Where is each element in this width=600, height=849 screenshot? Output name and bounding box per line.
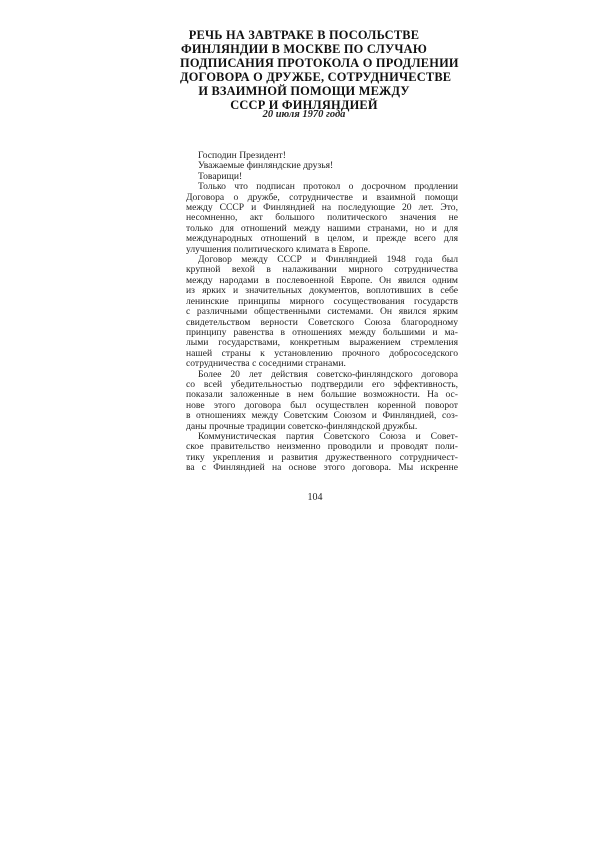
title-line: ПОДПИСАНИЯ ПРОТОКОЛА О ПРОДЛЕНИИ	[180, 56, 459, 70]
text-line: крупной вехой в налаживании мирного сотрудничества	[186, 264, 458, 276]
text-line: сотрудничества с соседними странами.	[186, 358, 346, 370]
page-number: 104	[307, 492, 323, 503]
speech-body	[186, 151, 458, 474]
text-line: между народами в послевоенной Европе. Он явился одним	[186, 274, 458, 286]
title-line: ДОГОВОРА О ДРУЖБЕ, СОТРУДНИЧЕСТВЕ	[180, 70, 452, 84]
text-line: ленинские принципы мирного сосуществования государств	[186, 295, 458, 307]
salutation-line: Уважаемые финляндские друзья!	[198, 160, 334, 172]
text-line: тику укрепления и развития дружественного сотрудничест-	[186, 451, 458, 463]
text-line: только для отношений между нашими странами, но и для	[186, 222, 458, 234]
text-line: лыми государствами, конкретным выражением стремления	[186, 337, 458, 349]
salutation-line: Господин Президент!	[198, 150, 286, 161]
title-line: РЕЧЬ НА ЗАВТРАКЕ В ПОСОЛЬСТВЕ	[188, 28, 420, 42]
text-line: ва с Финляндией на основе этого договора. Мы искренне	[186, 462, 458, 474]
text-line: из ярких и значительных документов, воплотивших в себе	[186, 285, 458, 297]
text-line: Только что подписан протокол о досрочном продлении	[198, 181, 458, 193]
text-line: показали заложенные в нем большие возможности. На ос-	[186, 389, 458, 401]
text-line: со всей убедительностью подтвердили его эффективность,	[186, 378, 458, 390]
text-line: между СССР и Финляндией на последующие 20 лет. Это,	[186, 202, 458, 214]
text-line: Более 20 лет действия советско-финляндского договора	[198, 368, 458, 380]
text-line: несомненно, акт большого политического значения не	[186, 212, 458, 224]
text-line: Договор между СССР и Финляндией 1948 года был	[198, 254, 458, 266]
title-line: СССР И ФИНЛЯНДИЕЙ	[230, 98, 378, 112]
title-line: И ВЗАИМНОЙ ПОМОЩИ МЕЖДУ	[198, 84, 410, 98]
text-line: в отношениях между Советским Союзом и Финляндией, соз-	[186, 410, 458, 422]
text-line: международных отношений в целом, и прежде всего для	[186, 233, 458, 245]
text-line: свидетельством верности Советского Союза благородному	[186, 316, 458, 328]
text-line: нашей страны к установлению прочного добрососедского	[186, 347, 458, 359]
text-line: принципу равенства в отношениях между большими и ма-	[186, 326, 458, 338]
title-line: ФИНЛЯНДИИ В МОСКВЕ ПО СЛУЧАЮ	[181, 42, 427, 56]
text-line: с различными общественными системами. Он явился ярким	[186, 306, 458, 318]
speech-date: 20 июля 1970 года	[262, 109, 346, 120]
text-line: ское правительство неизменно проводили и проводят поли-	[186, 441, 458, 453]
text-line: улучшения политического климата в Европе.	[186, 243, 371, 255]
speech-title	[180, 28, 459, 112]
text-line: Коммунистическая партия Советского Союза и Совет-	[198, 430, 458, 442]
text-line: даны прочные традиции советско-финляндской дружбы.	[186, 420, 418, 432]
text-line: Договора о дружбе, сотрудничестве и взаимной помощи	[186, 191, 458, 203]
text-line: нове этого договора был осуществлен коренной поворот	[186, 399, 458, 411]
salutation-line: Товарищи!	[198, 170, 243, 182]
